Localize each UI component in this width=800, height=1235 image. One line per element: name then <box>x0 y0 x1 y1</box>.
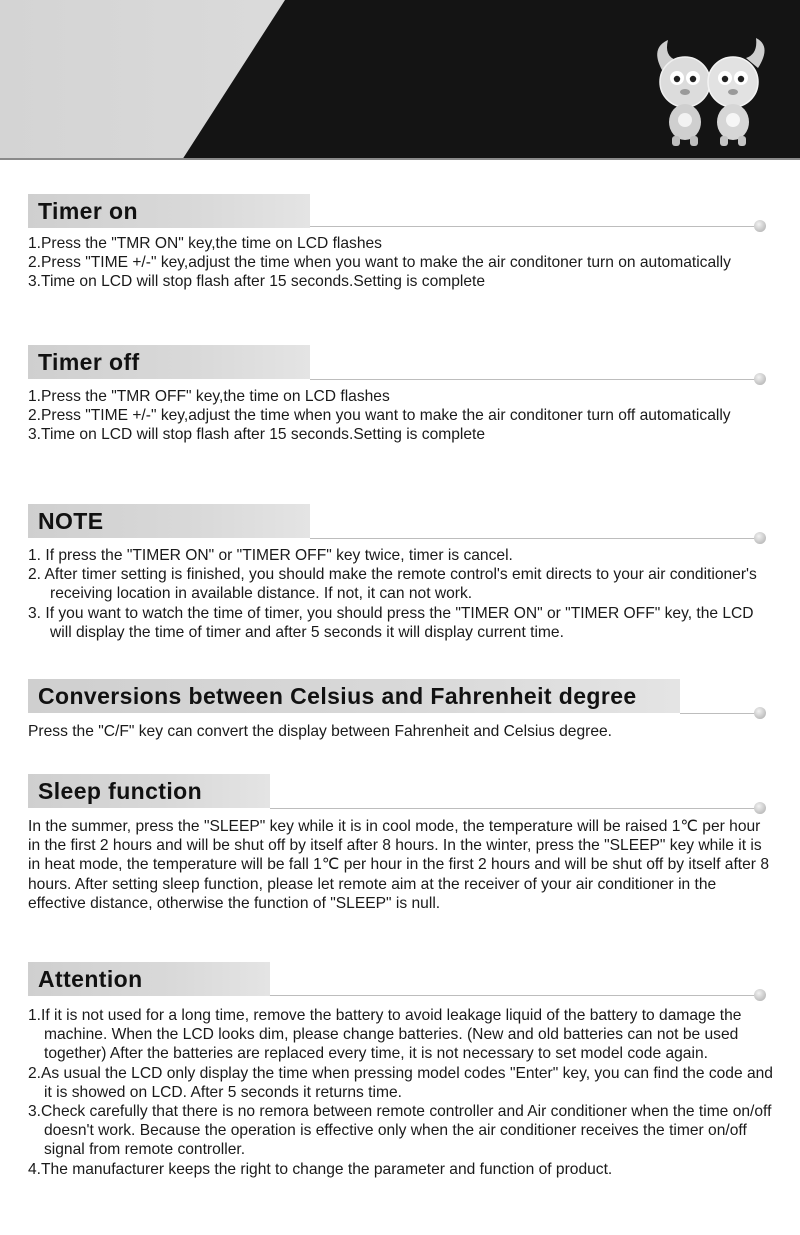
list-item: 1.Press the "TMR ON" key,the time on LCD flashes <box>28 235 382 252</box>
divider-dot <box>754 802 766 814</box>
list-item: 3.Check carefully that there is no remora between remote controller and Air conditioner when the time on/off doesn't work. Because the operation is effective only when the air conditioner receives the timer on/off signal from remote controller. <box>28 1103 772 1159</box>
section-divider <box>680 713 758 714</box>
section-title: Conversions between Celsius and Fahrenheit degree <box>38 683 637 709</box>
divider-dot <box>754 373 766 385</box>
section-title: Timer off <box>38 349 140 375</box>
divider-dot <box>754 220 766 232</box>
section-body <box>28 546 778 642</box>
section-title: Timer on <box>38 198 138 224</box>
list-item: 2.Press "TIME +/-" key,adjust the time when you want to make the air conditoner turn on automatically <box>28 254 731 272</box>
divider-dot <box>754 989 766 1001</box>
list-item: 2.As usual the LCD only display the time when pressing model codes "Enter" key, you can find the code and it is showed on LCD. After 5 seconds it returns time. <box>28 1064 773 1101</box>
section-divider <box>270 808 758 809</box>
section-body <box>28 817 774 913</box>
section-body <box>28 234 780 292</box>
list-item: 3.Time on LCD will stop flash after 15 seconds.Setting is complete <box>28 426 486 444</box>
list-item: 1.If it is not used for a long time, remove the battery to avoid leakage liquid of the battery to damage the machine. When the LCD looks dim, please change batteries. (New and old batteries can not be used together) After the batteries are replaced every time, it is not necessary to set model code again. <box>28 1007 742 1063</box>
list-item: 3. If you want to watch the time of timer, you should press the "TIMER ON" or "TIMER OFF" key, the LCD will display the time of timer and after 5 seconds it will display current time. <box>28 604 754 641</box>
section-title: NOTE <box>38 508 104 534</box>
mascot-illustration <box>640 30 780 150</box>
section-body <box>28 722 780 741</box>
divider-dot <box>754 707 766 719</box>
divider-dot <box>754 532 766 544</box>
section-body <box>28 387 780 445</box>
section-body <box>28 1006 778 1179</box>
section-paragraph: Press the "C/F" key can convert the display between Fahrenheit and Celsius degree. <box>28 723 613 740</box>
section-divider <box>310 379 758 380</box>
list-item: 4.The manufacturer keeps the right to change the parameter and function of product. <box>28 1160 613 1178</box>
section-divider <box>310 226 758 227</box>
list-item: 1. If press the "TIMER ON" or "TIMER OFF" key twice, timer is cancel. <box>28 547 513 564</box>
list-item: 1.Press the "TMR OFF" key,the time on LCD flashes <box>28 388 390 405</box>
list-item: 2.Press "TIME +/-" key,adjust the time when you want to make the air conditoner turn off automatically <box>28 407 731 425</box>
list-item: 3.Time on LCD will stop flash after 15 seconds.Setting is complete <box>28 273 486 291</box>
section-title: Attention <box>38 966 143 992</box>
section-divider <box>310 538 758 539</box>
header-banner <box>0 0 800 160</box>
section-paragraph: In the summer, press the "SLEEP" key while it is in cool mode, the temperature will be raised 1℃ per hour in the first 2 hours and will be shut off by itself after 8 hours. In the winter, press the "SLEEP" key while it is in heat mode, the temperature will be fall 1℃ per hour in the first 2 hours and will be shut off by itself after 8 hours. After setting sleep function, please let remote aim at the receiver of your air conditioner in the effective distance, otherwise the function of "SLEEP" is null. <box>28 818 769 912</box>
section-divider <box>270 995 758 996</box>
section-title: Sleep function <box>38 778 203 804</box>
list-item: 2. After timer setting is finished, you should make the remote control's emit directs to your air conditioner's receiving location in available distance. If not, it can not work. <box>28 566 757 603</box>
